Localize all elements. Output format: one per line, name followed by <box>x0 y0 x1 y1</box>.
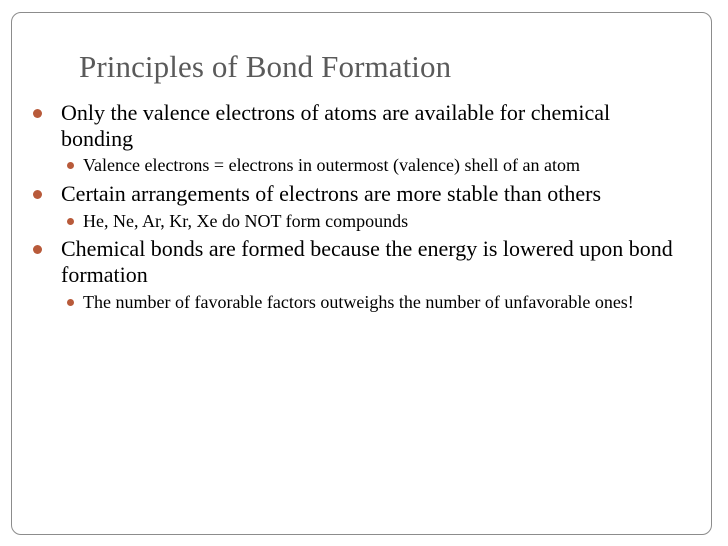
bullet-item-1 <box>61 100 681 152</box>
slide-title: Principles of Bond Formation <box>79 49 452 84</box>
sub-bullet-text-1: Valence electrons = electrons in outermost (valence) shell of an atom <box>83 155 580 175</box>
sub-bullet-item-2 <box>83 210 683 232</box>
sub-bullet-item-1 <box>83 154 683 176</box>
sub-bullet-dot-icon <box>67 162 74 169</box>
bullet-dot-icon <box>33 245 42 254</box>
bullet-item-2 <box>61 181 681 207</box>
sub-bullet-text-2: He, Ne, Ar, Kr, Xe do NOT form compounds <box>83 211 409 231</box>
bullet-dot-icon <box>33 190 42 199</box>
sub-bullet-item-3 <box>83 291 683 313</box>
sub-bullet-text-3: The number of favorable factors outweighs the number of unfavorable ones! <box>83 292 634 312</box>
slide-body <box>0 100 728 313</box>
bullet-text-3: Chemical bonds are formed because the energy is lowered upon bond formation <box>61 236 673 287</box>
bullet-text-2: Certain arrangements of electrons are more stable than others <box>61 181 601 206</box>
sub-bullet-dot-icon <box>67 299 74 306</box>
bullet-text-1: Only the valence electrons of atoms are available for chemical bonding <box>61 100 611 151</box>
bullet-dot-icon <box>33 109 42 118</box>
bullet-item-3 <box>61 236 681 288</box>
sub-bullet-dot-icon <box>67 218 74 225</box>
